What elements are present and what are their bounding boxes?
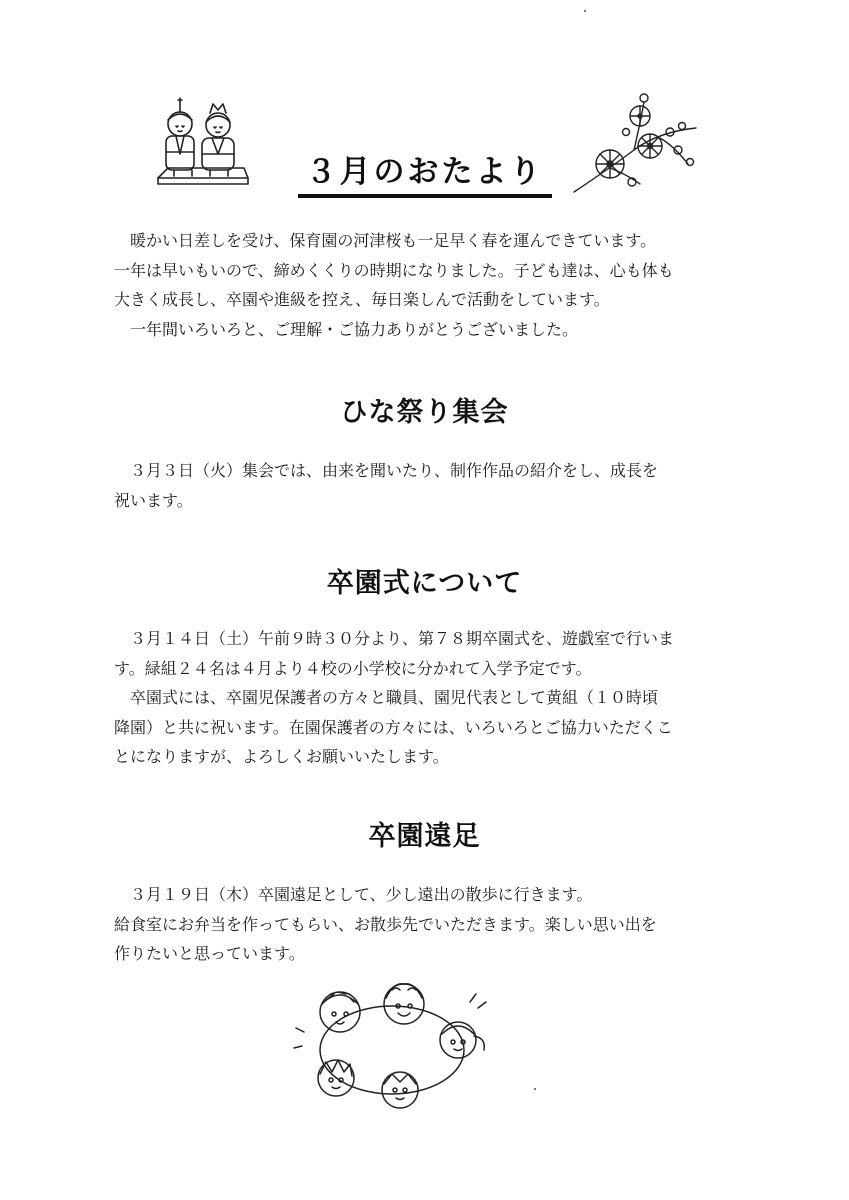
intro-line: 一年間いろいろと、ご理解・ご協力ありがとうございました。 (114, 319, 579, 339)
body-line: とになりますが、よろしくお願いいたします。 (114, 747, 449, 766)
intro-paragraph (114, 226, 754, 344)
body-line: 作りたいと思っています。 (114, 944, 305, 963)
section-body-excursion (114, 880, 754, 969)
scan-speck (534, 1088, 536, 1090)
body-line: 給食室にお弁当を作ってもらい、お散歩先でいただきます。楽しい思い出を (114, 914, 657, 934)
section-heading-excursion: 卒園遠足 (368, 821, 481, 852)
section-body-graduation (114, 624, 754, 772)
page-title: ３月のおたより (0, 146, 849, 198)
section-heading-graduation: 卒園式について (326, 568, 523, 599)
body-line: 降園）と共に祝います。在園保護者の方々には、いろいろとご協力いただくこ (114, 717, 673, 737)
body-line: 祝います。 (114, 490, 193, 510)
body-line: ３月１９日（木）卒園遠足として、少し遠出の散歩に行きます。 (114, 885, 593, 904)
body-line: 卒園式には、卒園児保護者の方々と職員、園児代表として黄組（１０時頃 (114, 688, 659, 707)
intro-line: 暖かい日差しを受け、保育園の河津桜も一足早く春を運んできています。 (114, 231, 657, 250)
body-line: す。緑組２４名は４月より４校の小学校に分かれて入学予定です。 (114, 658, 592, 678)
section-body-hina-matsuri (114, 456, 754, 515)
children-circle-icon (292, 982, 492, 1114)
section-heading-hina-matsuri: ひな祭り集会 (340, 397, 509, 428)
scan-speck (584, 10, 586, 12)
body-line: ３月３日（火）集会では、由来を聞いたり、制作作品の紹介をし、成長を (114, 461, 659, 480)
intro-line: 大きく成長し、卒園や進級を控え、毎日楽しんで活動をしています。 (114, 290, 610, 309)
intro-line: 一年は早いもいので、締めくくりの時期になりました。子ども達は、心も体も (114, 260, 674, 280)
body-line: ３月１４日（土）午前９時３０分より、第７８期卒園式を、遊戯室で行いま (114, 629, 675, 648)
